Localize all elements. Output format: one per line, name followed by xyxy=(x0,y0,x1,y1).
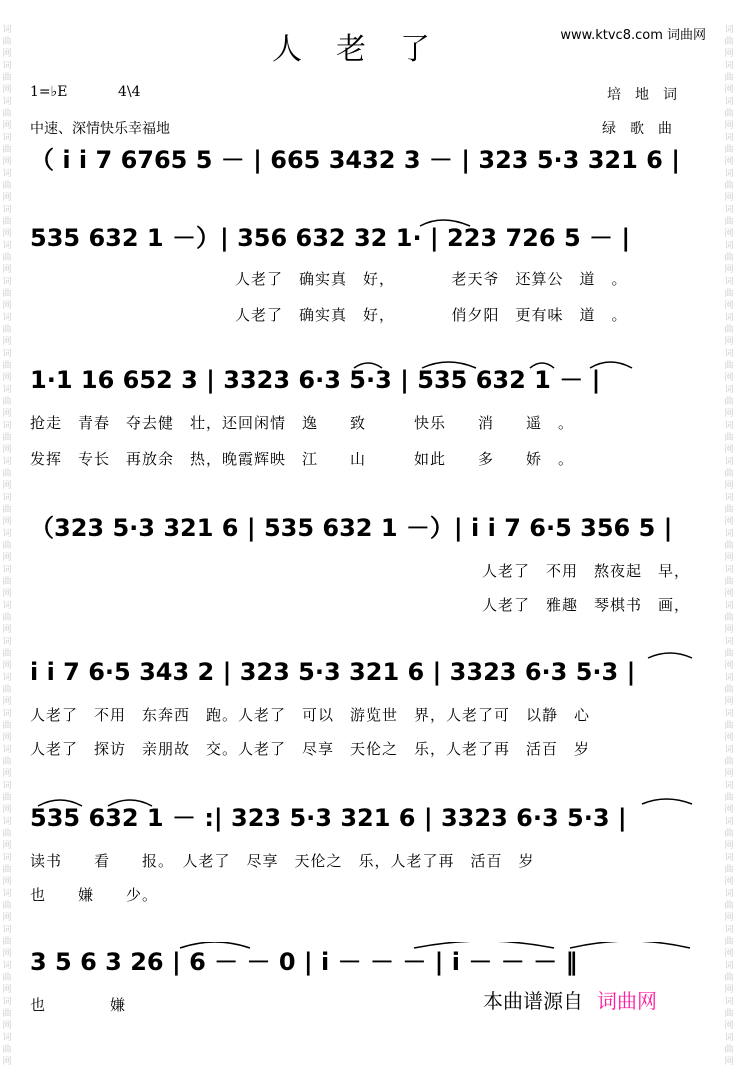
lyric-verse-2: 人老了 确实真 好， 俏夕阳 更有味 道 。 xyxy=(235,306,628,324)
notation-text: 1·1 16 652 3 | 3323 6·3 5·3 | 535 632 1 － | xyxy=(30,366,601,394)
lyricist: 培 地 词 xyxy=(607,87,677,103)
site-link[interactable]: www.ktvc8.com 词曲网 xyxy=(560,28,706,43)
notation-text: 535 632 1 － :| 323 5·3 321 6 | 3323 6·3 5·3 | xyxy=(30,804,627,832)
key-signature: 1=♭E xyxy=(30,84,68,100)
lyric-verse-1: 也 嫌 xyxy=(30,996,127,1014)
notation-row xyxy=(30,798,710,838)
lyric-verse-1: 抢走 青春 夺去健 壮，还回闲情 逸 致 快乐 消 遥 。 xyxy=(30,414,575,432)
watermark-left: 词曲网 词曲网 词曲网 词曲网 词曲网 词曲网 词曲网 词曲网 词曲网 词曲网 词曲网 词曲网 词曲网 词曲网 词曲网 词曲网 词曲网 词曲网 词曲网 词曲网 词曲网 词曲网 词曲网 词曲网 词曲网 词曲网 词曲网 词曲网 词曲网 xyxy=(2,25,12,1067)
notation-row xyxy=(30,218,710,258)
lyric-verse-2: 人老了 雅趣 琴棋书 画， xyxy=(482,596,691,614)
notation-text: （ i i 7 6765 5 － | 665 3432 3 － | 323 5·3 321 6 | xyxy=(30,146,680,174)
time-signature: 4\4 xyxy=(118,84,141,100)
notation-row xyxy=(30,942,710,982)
footer-text: 本曲谱源自 xyxy=(483,989,583,1013)
notation-text: （323 5·3 321 6 | 535 632 1 －）| i i 7 6·5 356 5 | xyxy=(30,514,673,542)
lyric-verse-1: 读书 看 报。 人老了 尽享 天伦之 乐，人老了再 活百 岁 xyxy=(30,852,535,870)
composer: 绿 歌 曲 xyxy=(602,121,672,137)
notation-row xyxy=(30,508,710,548)
notation-row xyxy=(30,360,710,400)
notation-row xyxy=(30,652,710,692)
notation-text: 535 632 1 －）| 356 632 32 1· | 223 726 5 － | xyxy=(30,224,631,252)
song-title: 人老了 xyxy=(272,32,464,67)
watermark-right: 词曲网 词曲网 词曲网 词曲网 词曲网 词曲网 词曲网 词曲网 词曲网 词曲网 词曲网 词曲网 词曲网 词曲网 词曲网 词曲网 词曲网 词曲网 词曲网 词曲网 词曲网 词曲网 词曲网 词曲网 词曲网 词曲网 词曲网 词曲网 词曲网 xyxy=(724,25,734,1067)
notation-row xyxy=(30,140,710,180)
tempo-marking: 中速、深情快乐幸福地 xyxy=(30,121,170,137)
notation-text: 3 5 6 3 26 | 6 － － 0 | i － － － | i － － － ‖ xyxy=(30,948,578,976)
lyric-verse-2: 也 嫌 少。 xyxy=(30,886,159,904)
lyric-verse-2: 发挥 专长 再放余 热，晚霞辉映 江 山 如此 多 娇 。 xyxy=(30,450,575,468)
source-footer xyxy=(483,985,657,1014)
lyric-verse-1: 人老了 不用 东奔西 跑。人老了 可以 游览世 界，人老了可 以静 心 xyxy=(30,706,591,724)
notation-text: i i 7 6·5 343 2 | 323 5·3 321 6 | 3323 6·3 5·3 | xyxy=(30,658,636,686)
footer-brand[interactable]: 词曲网 xyxy=(597,989,657,1013)
lyric-verse-1: 人老了 不用 熬夜起 早， xyxy=(482,562,691,580)
lyric-verse-2: 人老了 探访 亲朋故 交。人老了 尽享 天伦之 乐，人老了再 活百 岁 xyxy=(30,740,591,758)
lyric-verse-1: 人老了 确实真 好， 老天爷 还算公 道 。 xyxy=(235,270,628,288)
